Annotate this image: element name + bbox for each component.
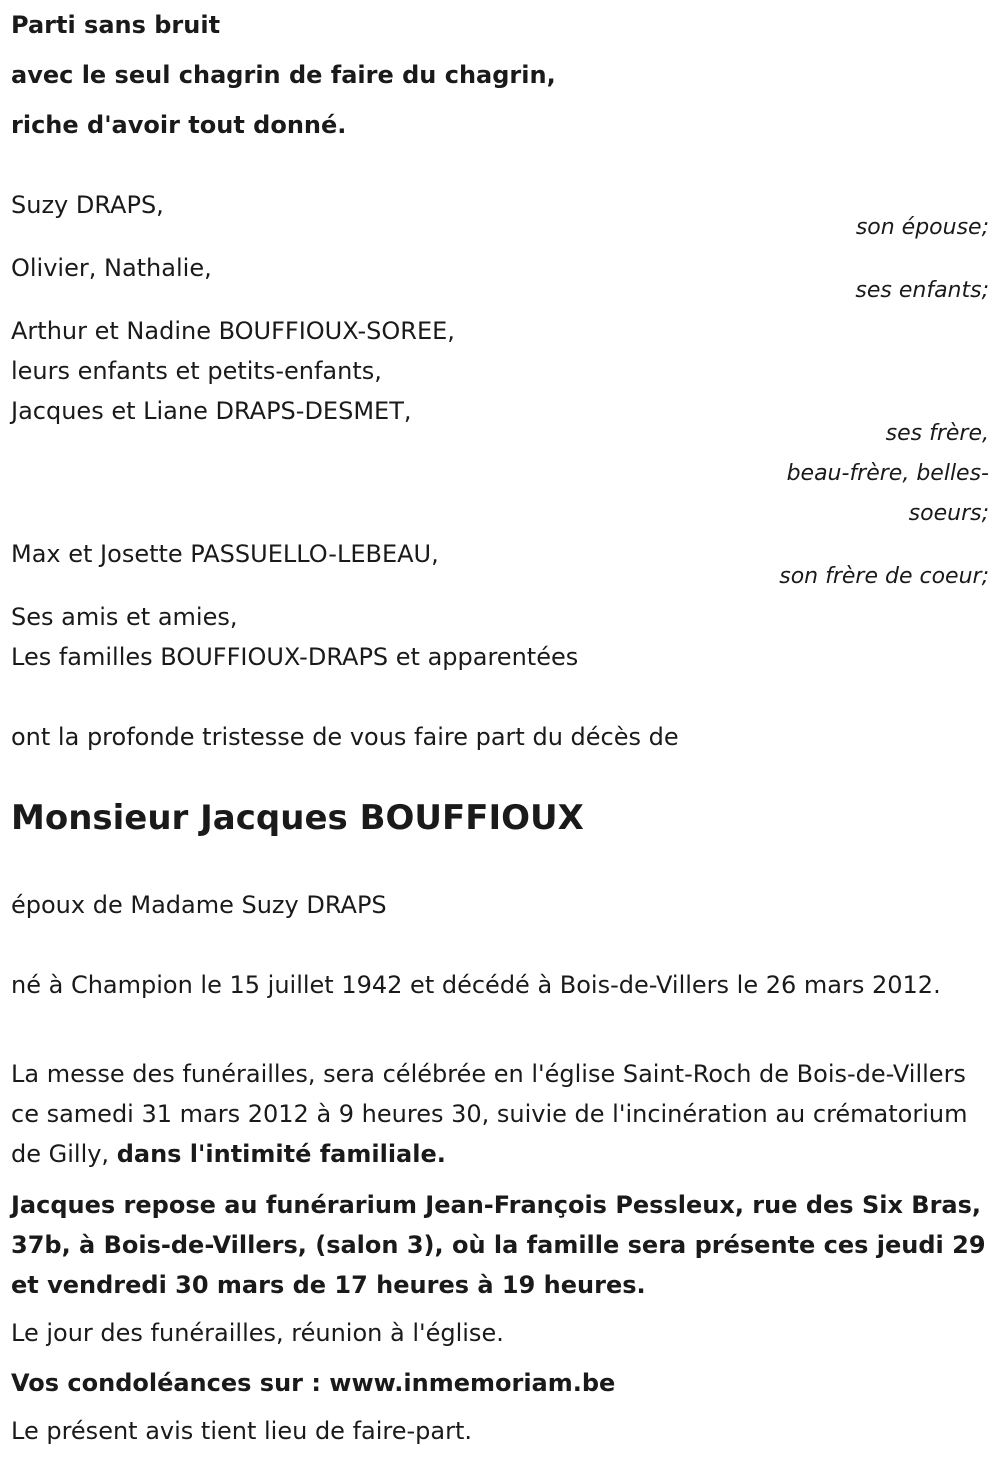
siblings-line-2: leurs enfants et petits-enfants, bbox=[11, 357, 382, 385]
verse-line-2: avec le seul chagrin de faire du chagrin, bbox=[11, 61, 556, 89]
meeting-text: Le jour des funérailles, réunion à l'église. bbox=[11, 1319, 504, 1347]
spouse-name: Suzy DRAPS, bbox=[11, 191, 164, 219]
siblings-line-3: Jacques et Liane DRAPS-DESMET, bbox=[11, 397, 412, 425]
verse-line-1: Parti sans bruit bbox=[11, 11, 221, 39]
siblings-role-line-2: beau-frère, belles- bbox=[786, 461, 989, 486]
funeral-mass-paragraph bbox=[11, 1054, 991, 1174]
children-names: Olivier, Nathalie, bbox=[11, 254, 212, 282]
siblings-role-line-1: ses frère, bbox=[885, 421, 989, 446]
heart-brother-role: son frère de coeur; bbox=[779, 564, 989, 589]
funeral-mass-text: La messe des funérailles, sera célébrée en l'église Saint-Roch de Bois-de-Villers ce samedi 31 mars 2012 à 9 heures 30, suivie de l'incinération au crématorium de Gilly, bbox=[11, 1060, 968, 1168]
siblings-line-1: Arthur et Nadine BOUFFIOUX-SOREE, bbox=[11, 317, 455, 345]
funeral-mass-bold-text: dans l'intimité familiale. bbox=[116, 1140, 446, 1168]
condolences-text: Vos condoléances sur : www.inmemoriam.be bbox=[11, 1369, 616, 1397]
notice-text: Le présent avis tient lieu de faire-part. bbox=[11, 1417, 473, 1445]
birth-death-text: né à Champion le 15 juillet 1942 et décédé à Bois-de-Villers le 26 mars 2012. bbox=[11, 971, 941, 999]
friends-line-2: Les familles BOUFFIOUX-DRAPS et apparentées bbox=[11, 643, 579, 671]
funerarium-text: Jacques repose au funérarium Jean-François Pessleux, rue des Six Bras, 37b, à Bois-de-Villers, (salon 3), où la famille sera présente ces jeudi 29 et vendredi 30 mars de 17 heures à 19 heures. bbox=[11, 1191, 986, 1299]
announcement-text: ont la profonde tristesse de vous faire part du décès de bbox=[11, 723, 679, 751]
heart-brother-name: Max et Josette PASSUELLO-LEBEAU, bbox=[11, 540, 439, 568]
children-role: ses enfants; bbox=[855, 278, 989, 303]
deceased-name: Monsieur Jacques BOUFFIOUX bbox=[11, 798, 584, 838]
verse-line-3: riche d'avoir tout donné. bbox=[11, 111, 347, 139]
friends-line-1: Ses amis et amies, bbox=[11, 603, 238, 631]
siblings-role-line-3: soeurs; bbox=[908, 501, 989, 526]
spouse-of-text: époux de Madame Suzy DRAPS bbox=[11, 891, 387, 919]
spouse-role: son épouse; bbox=[855, 215, 989, 240]
